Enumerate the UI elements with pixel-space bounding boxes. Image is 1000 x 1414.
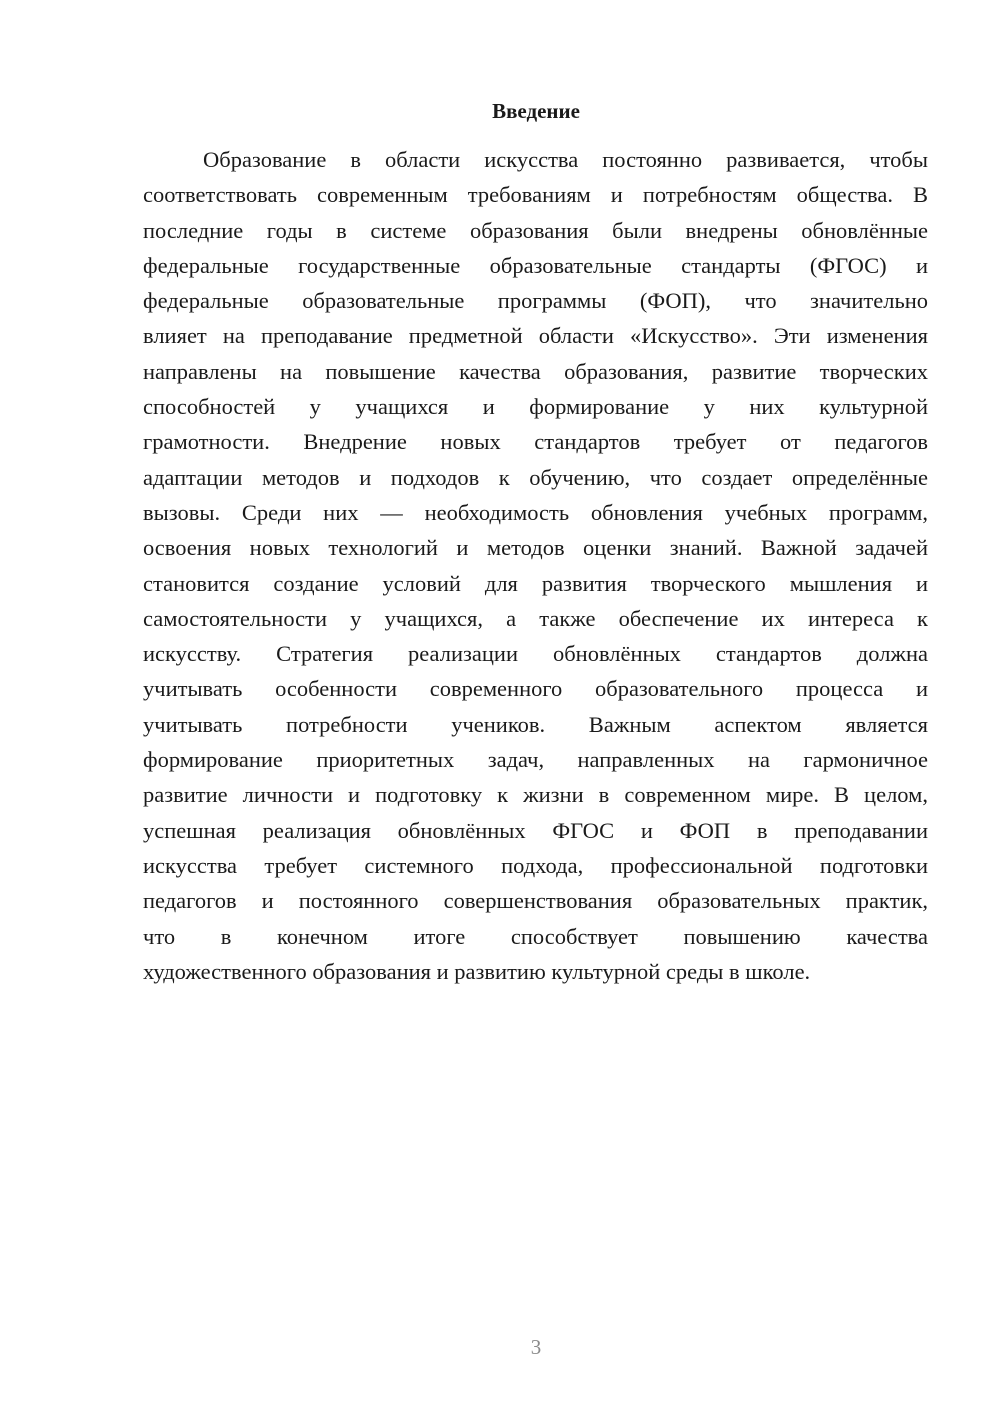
text-line: освоения новых технологий и методов оценки знаний. Важной задачей [143,535,928,561]
text-line: учитывать потребности учеников. Важным аспектом является [143,711,928,737]
page-number: 3 [530,1335,542,1359]
text-line: последние годы в системе образования были внедрены обновлённые [143,217,928,243]
text-line: федеральные государственные образовательные стандарты (ФГОС) и [143,252,928,278]
text-line: влияет на преподавание предметной области «Искусство». Эти изменения [143,323,928,349]
text-line: федеральные образовательные программы (ФОП), что значительно [143,288,928,314]
section-heading: Введение [492,99,580,123]
text-line: искусству. Стратегия реализации обновлённых стандартов должна [143,641,928,667]
text-line: способностей у учащихся и формирование у них культурной [143,394,928,420]
text-line: становится создание условий для развития творческого мышления и [143,570,928,596]
text-line: формирование приоритетных задач, направленных на гармоничное [143,747,928,773]
text-line: учитывать особенности современного образовательного процесса и [143,676,928,702]
text-line: искусства требует системного подхода, профессиональной подготовки [143,852,928,878]
text-line: адаптации методов и подходов к обучению, что создает определённые [143,464,928,490]
text-line: грамотности. Внедрение новых стандартов требует от педагогов [143,429,928,455]
text-line: что в конечном итоге способствует повышению качества [143,923,928,949]
text-line: успешная реализация обновлённых ФГОС и ФОП в преподавании [143,817,928,843]
text-line: направлены на повышение качества образования, развитие творческих [143,358,928,384]
text-line: художественного образования и развитию культурной среды в школе. [143,958,811,984]
text-line: соответствовать современным требованиям и потребностям общества. В [143,182,928,208]
text-line: Образование в области искусства постоянно развивается, чтобы [203,147,928,172]
text-line: самостоятельности у учащихся, а также обеспечение их интереса к [143,605,928,631]
body-paragraph [143,142,928,989]
text-line: педагогов и постоянного совершенствования образовательных практик, [143,888,928,914]
text-line: развитие личности и подготовку к жизни в современном мире. В целом, [143,782,928,808]
text-line: вызовы. Среди них — необходимость обновления учебных программ, [143,499,928,525]
